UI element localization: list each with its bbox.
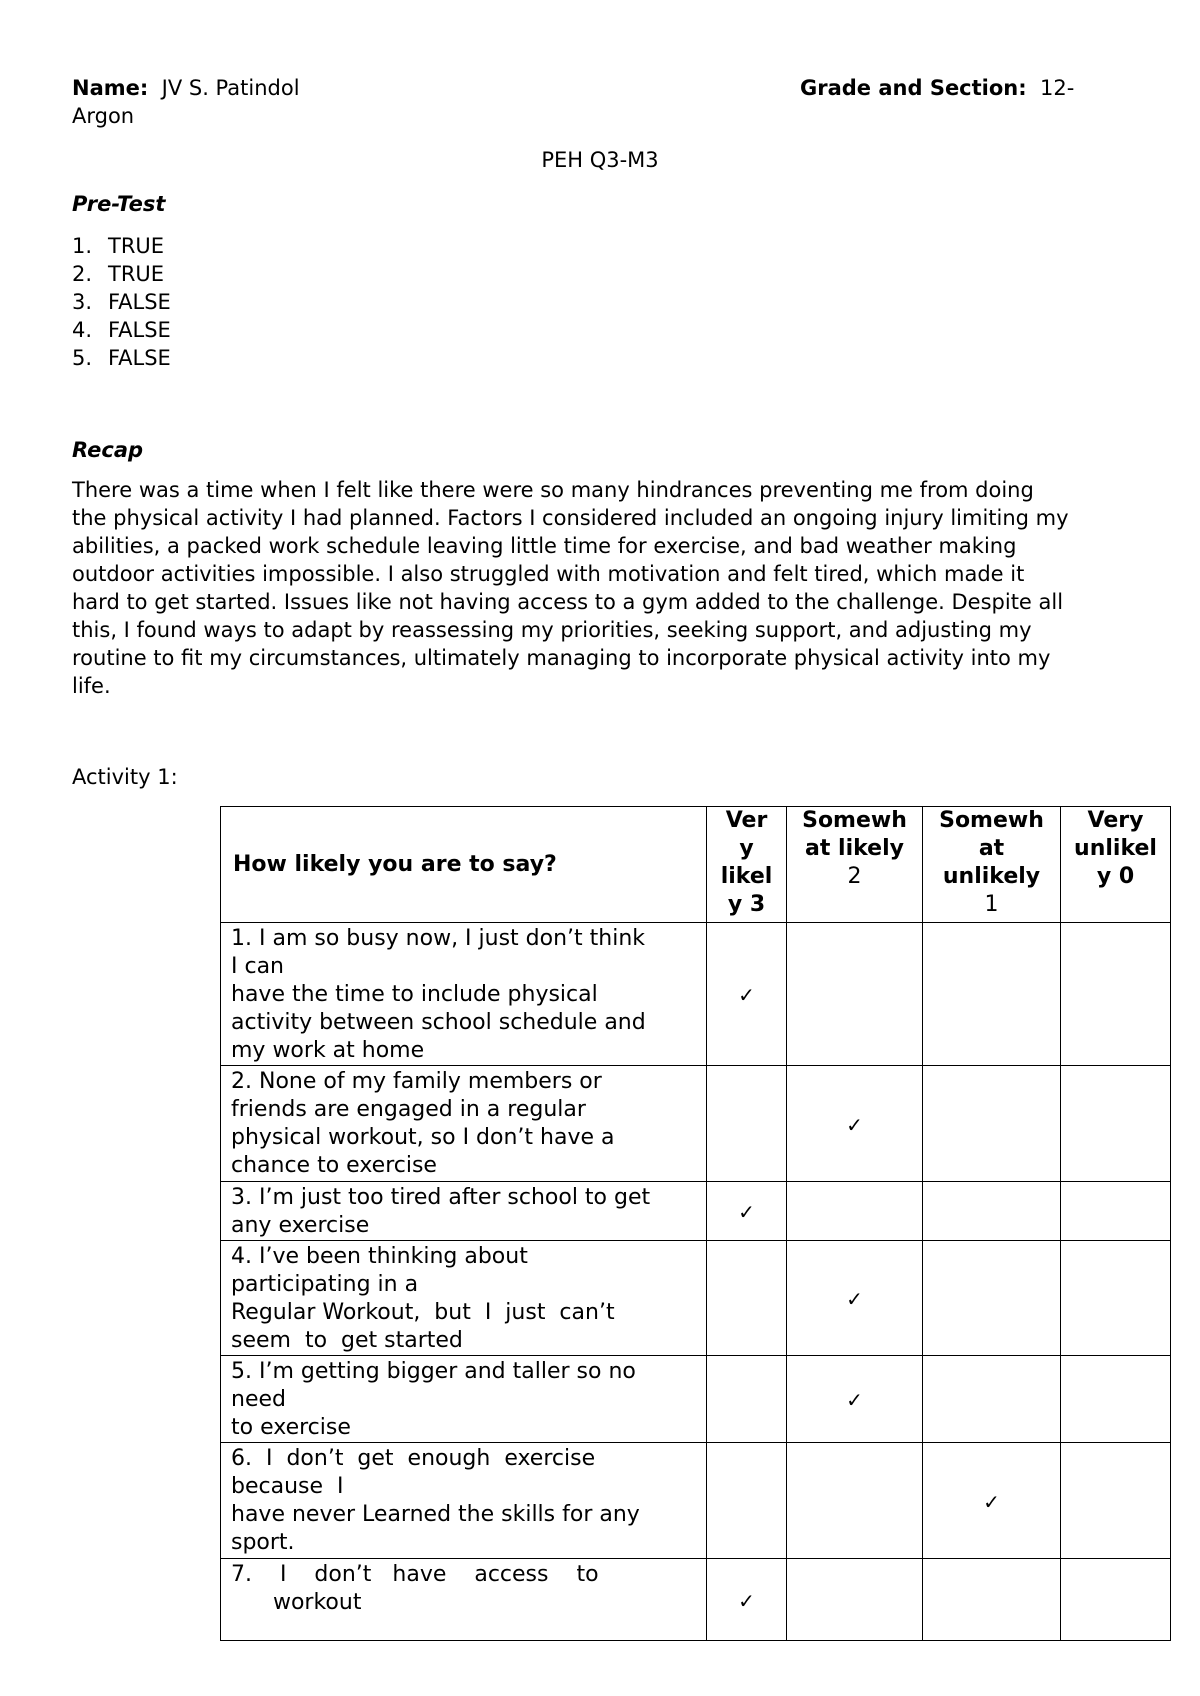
- rating-cell[interactable]: [923, 1443, 1061, 1559]
- statement-cell: 6. I don’t get enough exercise because I have never Learned the skills for any sport.: [221, 1443, 707, 1559]
- statement-cell: 5. I’m getting bigger and taller so no need to exercise: [221, 1356, 707, 1443]
- rating-cell[interactable]: [787, 1241, 923, 1356]
- name-line: [72, 74, 1092, 102]
- table-row: [221, 1241, 1171, 1356]
- rating-cell[interactable]: [1061, 1182, 1171, 1241]
- grade-section: [800, 74, 1074, 102]
- rating-cell[interactable]: [787, 1559, 923, 1641]
- rating-cell[interactable]: [1061, 1066, 1171, 1182]
- column-header-very-unlikely: Very unlikel y 0: [1061, 807, 1171, 923]
- rating-cell[interactable]: [787, 1443, 923, 1559]
- rating-cell[interactable]: [787, 923, 923, 1066]
- table-row: [221, 1182, 1171, 1241]
- checkmark-icon: ✓: [846, 1112, 863, 1137]
- rating-cell[interactable]: [707, 1356, 787, 1443]
- rating-cell[interactable]: [923, 1356, 1061, 1443]
- statement-cell: 4. I’ve been thinking about participating in a Regular Workout, but I just can’t seem to get started: [221, 1241, 707, 1356]
- rating-cell[interactable]: [707, 923, 787, 1066]
- rating-cell[interactable]: [1061, 1356, 1171, 1443]
- list-item: 5. FALSE: [72, 346, 171, 370]
- table-header-row: [221, 807, 1171, 923]
- rating-cell[interactable]: [787, 1356, 923, 1443]
- name-label: Name:: [72, 76, 149, 100]
- rating-cell[interactable]: [923, 923, 1061, 1066]
- checkmark-icon: ✓: [738, 1200, 755, 1224]
- rating-cell[interactable]: [707, 1241, 787, 1356]
- rating-cell[interactable]: [923, 1559, 1061, 1641]
- name-value: JV S. Patindol: [161, 76, 300, 100]
- list-item: 2. TRUE: [72, 262, 165, 286]
- page-title: PEH Q3-M3: [541, 148, 659, 172]
- checkmark-icon: ✓: [846, 1287, 863, 1311]
- column-header-very-likely: Ver y likel y 3: [707, 807, 787, 923]
- statement-cell: 3. I’m just too tired after school to get any exercise: [221, 1182, 707, 1241]
- rating-cell[interactable]: [1061, 1241, 1171, 1356]
- rating-cell[interactable]: [707, 1443, 787, 1559]
- rating-cell[interactable]: [923, 1182, 1061, 1241]
- rating-cell[interactable]: [787, 1182, 923, 1241]
- pretest-heading: Pre-Test: [72, 192, 166, 216]
- table-row: [221, 923, 1171, 1066]
- table-row: [221, 1356, 1171, 1443]
- rating-cell[interactable]: [923, 1066, 1061, 1182]
- list-item: 1. TRUE: [72, 234, 165, 258]
- column-header-somewhat-unlikely: Somewh at unlikely 1: [923, 807, 1061, 923]
- statement-cell: 1. I am so busy now, I just don’t think I can have the time to include physical activity between school schedule and my work at home: [221, 923, 707, 1066]
- statement-cell: 7. I don’t have access to workout: [221, 1559, 707, 1641]
- grade-label: Grade and Section:: [800, 76, 1027, 100]
- grade-value: 12-: [1040, 76, 1075, 100]
- pretest-list: [72, 232, 171, 372]
- recap-heading: Recap: [72, 438, 144, 462]
- rating-cell[interactable]: [707, 1182, 787, 1241]
- checkmark-icon: ✓: [983, 1489, 1000, 1514]
- checkmark-icon: ✓: [846, 1388, 863, 1412]
- checkmark-icon: ✓: [738, 1588, 755, 1613]
- activity-label: Activity 1:: [72, 765, 178, 789]
- question-column-header: How likely you are to say?: [221, 807, 707, 923]
- table-row: [221, 1066, 1171, 1182]
- table-row: [221, 1443, 1171, 1559]
- grade-value-continued: Argon: [72, 104, 135, 128]
- column-header-somewhat-likely: Somewh at likely 2: [787, 807, 923, 923]
- recap-paragraph: There was a time when I felt like there were so many hindrances preventing me from doing the physical activity I had planned. Factors I considered included an ongoing injury limiting my abilities, a packed work schedule leaving little time for exercise, and bad weather making outdoor activities impossible. I also struggled with motivation and felt tired, which made it hard to get started. Issues like not having access to a gym added to the challenge. Despite all this, I found ways to adapt by reassessing my priorities, seeking support, and adjusting my routine to fit my circumstances, ultimately managing to incorporate physical activity into my life.: [72, 478, 1069, 698]
- list-item: 4. FALSE: [72, 318, 171, 342]
- rating-cell[interactable]: [787, 1066, 923, 1182]
- rating-cell[interactable]: [707, 1559, 787, 1641]
- survey-table: [220, 806, 1171, 1641]
- rating-cell[interactable]: [1061, 1443, 1171, 1559]
- table-row: [221, 1559, 1171, 1641]
- rating-cell[interactable]: [923, 1241, 1061, 1356]
- list-item: 3. FALSE: [72, 290, 171, 314]
- statement-cell: 2. None of my family members or friends are engaged in a regular physical workout, so I don’t have a chance to exercise: [221, 1066, 707, 1182]
- rating-cell[interactable]: [1061, 923, 1171, 1066]
- rating-cell[interactable]: [707, 1066, 787, 1182]
- checkmark-icon: ✓: [738, 983, 755, 1007]
- rating-cell[interactable]: [1061, 1559, 1171, 1641]
